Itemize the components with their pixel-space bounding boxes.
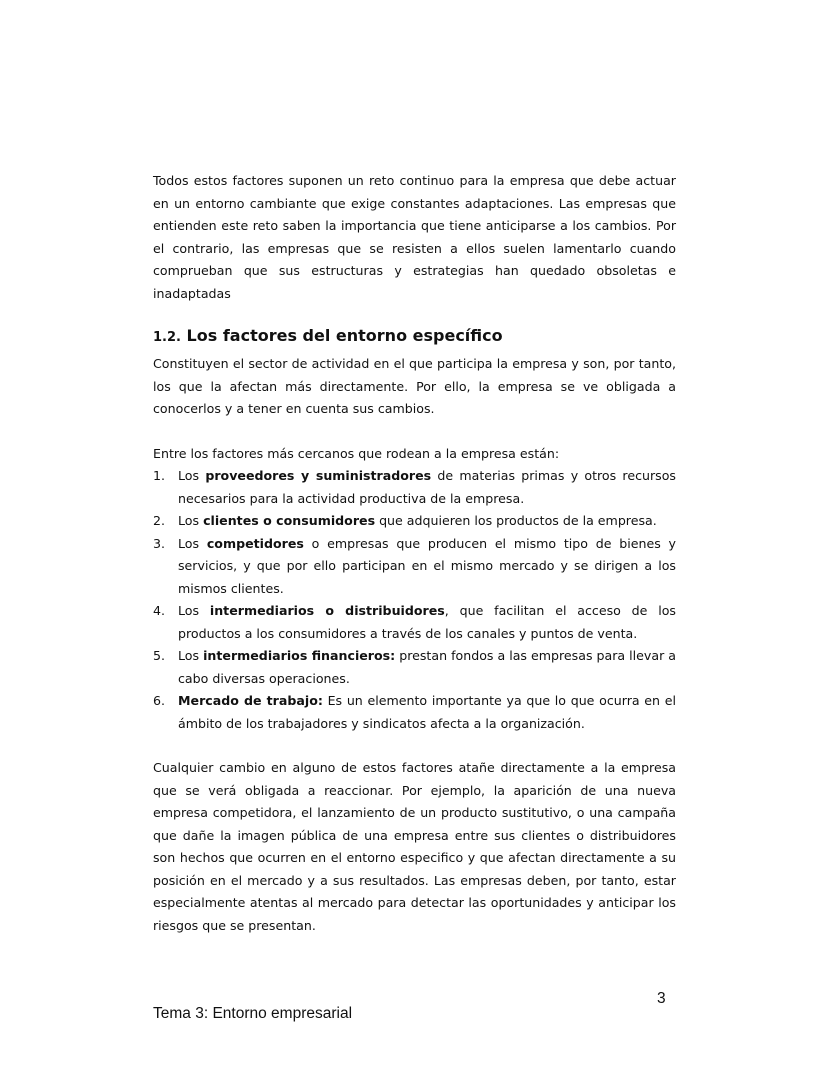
list-item: [153, 645, 676, 690]
list-item-number: 3.: [153, 535, 166, 551]
list-item-prefix: Los: [178, 535, 207, 551]
list-item-prefix: Los: [178, 468, 206, 483]
list-item-text: Es un elemento importante ya que lo que ocurra en el ámbito de los trabajadores y sindicatos afecta a la organización.: [178, 693, 676, 731]
section-title: Los factores del entorno específico: [186, 326, 503, 345]
list-item-bold: proveedores y suministradores: [205, 468, 432, 483]
list-item-number: 1.: [153, 468, 166, 483]
list-item-text: de materias primas y otros recursos necesarios para la actividad productiva de la empresa.: [178, 468, 676, 506]
section-number: 1.2.: [153, 330, 181, 345]
list-item-prefix: Los: [178, 648, 204, 663]
list-item-bold: intermediarios financieros:: [203, 648, 396, 663]
list-item: [153, 533, 676, 601]
list-item: [153, 690, 676, 735]
intro-paragraph: Todos estos factores suponen un reto continuo para la empresa que debe actuar en un entorno cambiante que exige constantes adaptaciones. Las empresas que entienden este reto saben la importancia que tiene anticiparse a los cambios. Por el contrario, las empresas que se resisten a ellos suelen lamentarlo cuando comprueban que sus estructuras y estrategias han quedado obsoletas e inadaptadas: [153, 173, 676, 301]
list-item-bold: intermediarios o distribuidores: [209, 603, 445, 618]
list-item-bold: Mercado de trabajo:: [178, 693, 323, 708]
list-item-text: o empresas que producen el mismo tipo de bienes y servicios, y que por ello participan en el mismo mercado y se dirigen a los mismos clientes.: [178, 535, 676, 596]
list-item-text: que adquieren los productos de la empresa.: [375, 513, 657, 528]
list-item-bold: competidores: [206, 535, 304, 551]
list-item-prefix: Los: [178, 603, 210, 618]
page-number: 3: [657, 990, 666, 1007]
list-item-number: 6.: [153, 693, 166, 708]
list-intro: Entre los factores más cercanos que rodean a la empresa están:: [153, 445, 560, 461]
list-item-number: 2.: [153, 513, 166, 528]
section-heading: [153, 323, 676, 351]
list-item-prefix: Los: [178, 513, 204, 528]
section-lead-paragraph: Constituyen el sector de actividad en el que participa la empresa y son, por tanto, los que la afectan más directamente. Por ello, la empresa se ve obligada a conocerlos y a tener en cuenta sus cambios.: [153, 356, 676, 416]
list-item-number: 4.: [153, 603, 166, 618]
page-content: [153, 170, 676, 937]
footer-title: Tema 3: Entorno empresarial: [153, 1005, 353, 1022]
list-item-text: prestan fondos a las empresas para llevar a cabo diversas operaciones.: [178, 648, 676, 686]
list-item-text: , que facilitan el acceso de los productos a los consumidores a través de los canales y puntos de venta.: [178, 603, 676, 641]
closing-paragraph: Cualquier cambio en alguno de estos factores atañe directamente a la empresa que se verá obligada a reaccionar. Por ejemplo, la aparición de una nueva empresa competidora, el lanzamiento de un producto sustitutivo, o una campaña que dañe la imagen pública de una empresa entre sus clientes o distribuidores son hechos que ocurren en el entorno especifico y que afectan directamente a su posición en el mercado y a sus resultados. Las empresas deben, por tanto, estar especialmente atentas al mercado para detectar las oportunidades y anticipar los riesgos que se presentan.: [153, 760, 676, 933]
list-item: [153, 600, 676, 645]
list-item: [153, 510, 676, 533]
list-item-bold: clientes o consumidores: [203, 513, 376, 528]
list-item: [153, 465, 676, 510]
list-item-number: 5.: [153, 648, 166, 663]
factors-list: [153, 465, 676, 735]
